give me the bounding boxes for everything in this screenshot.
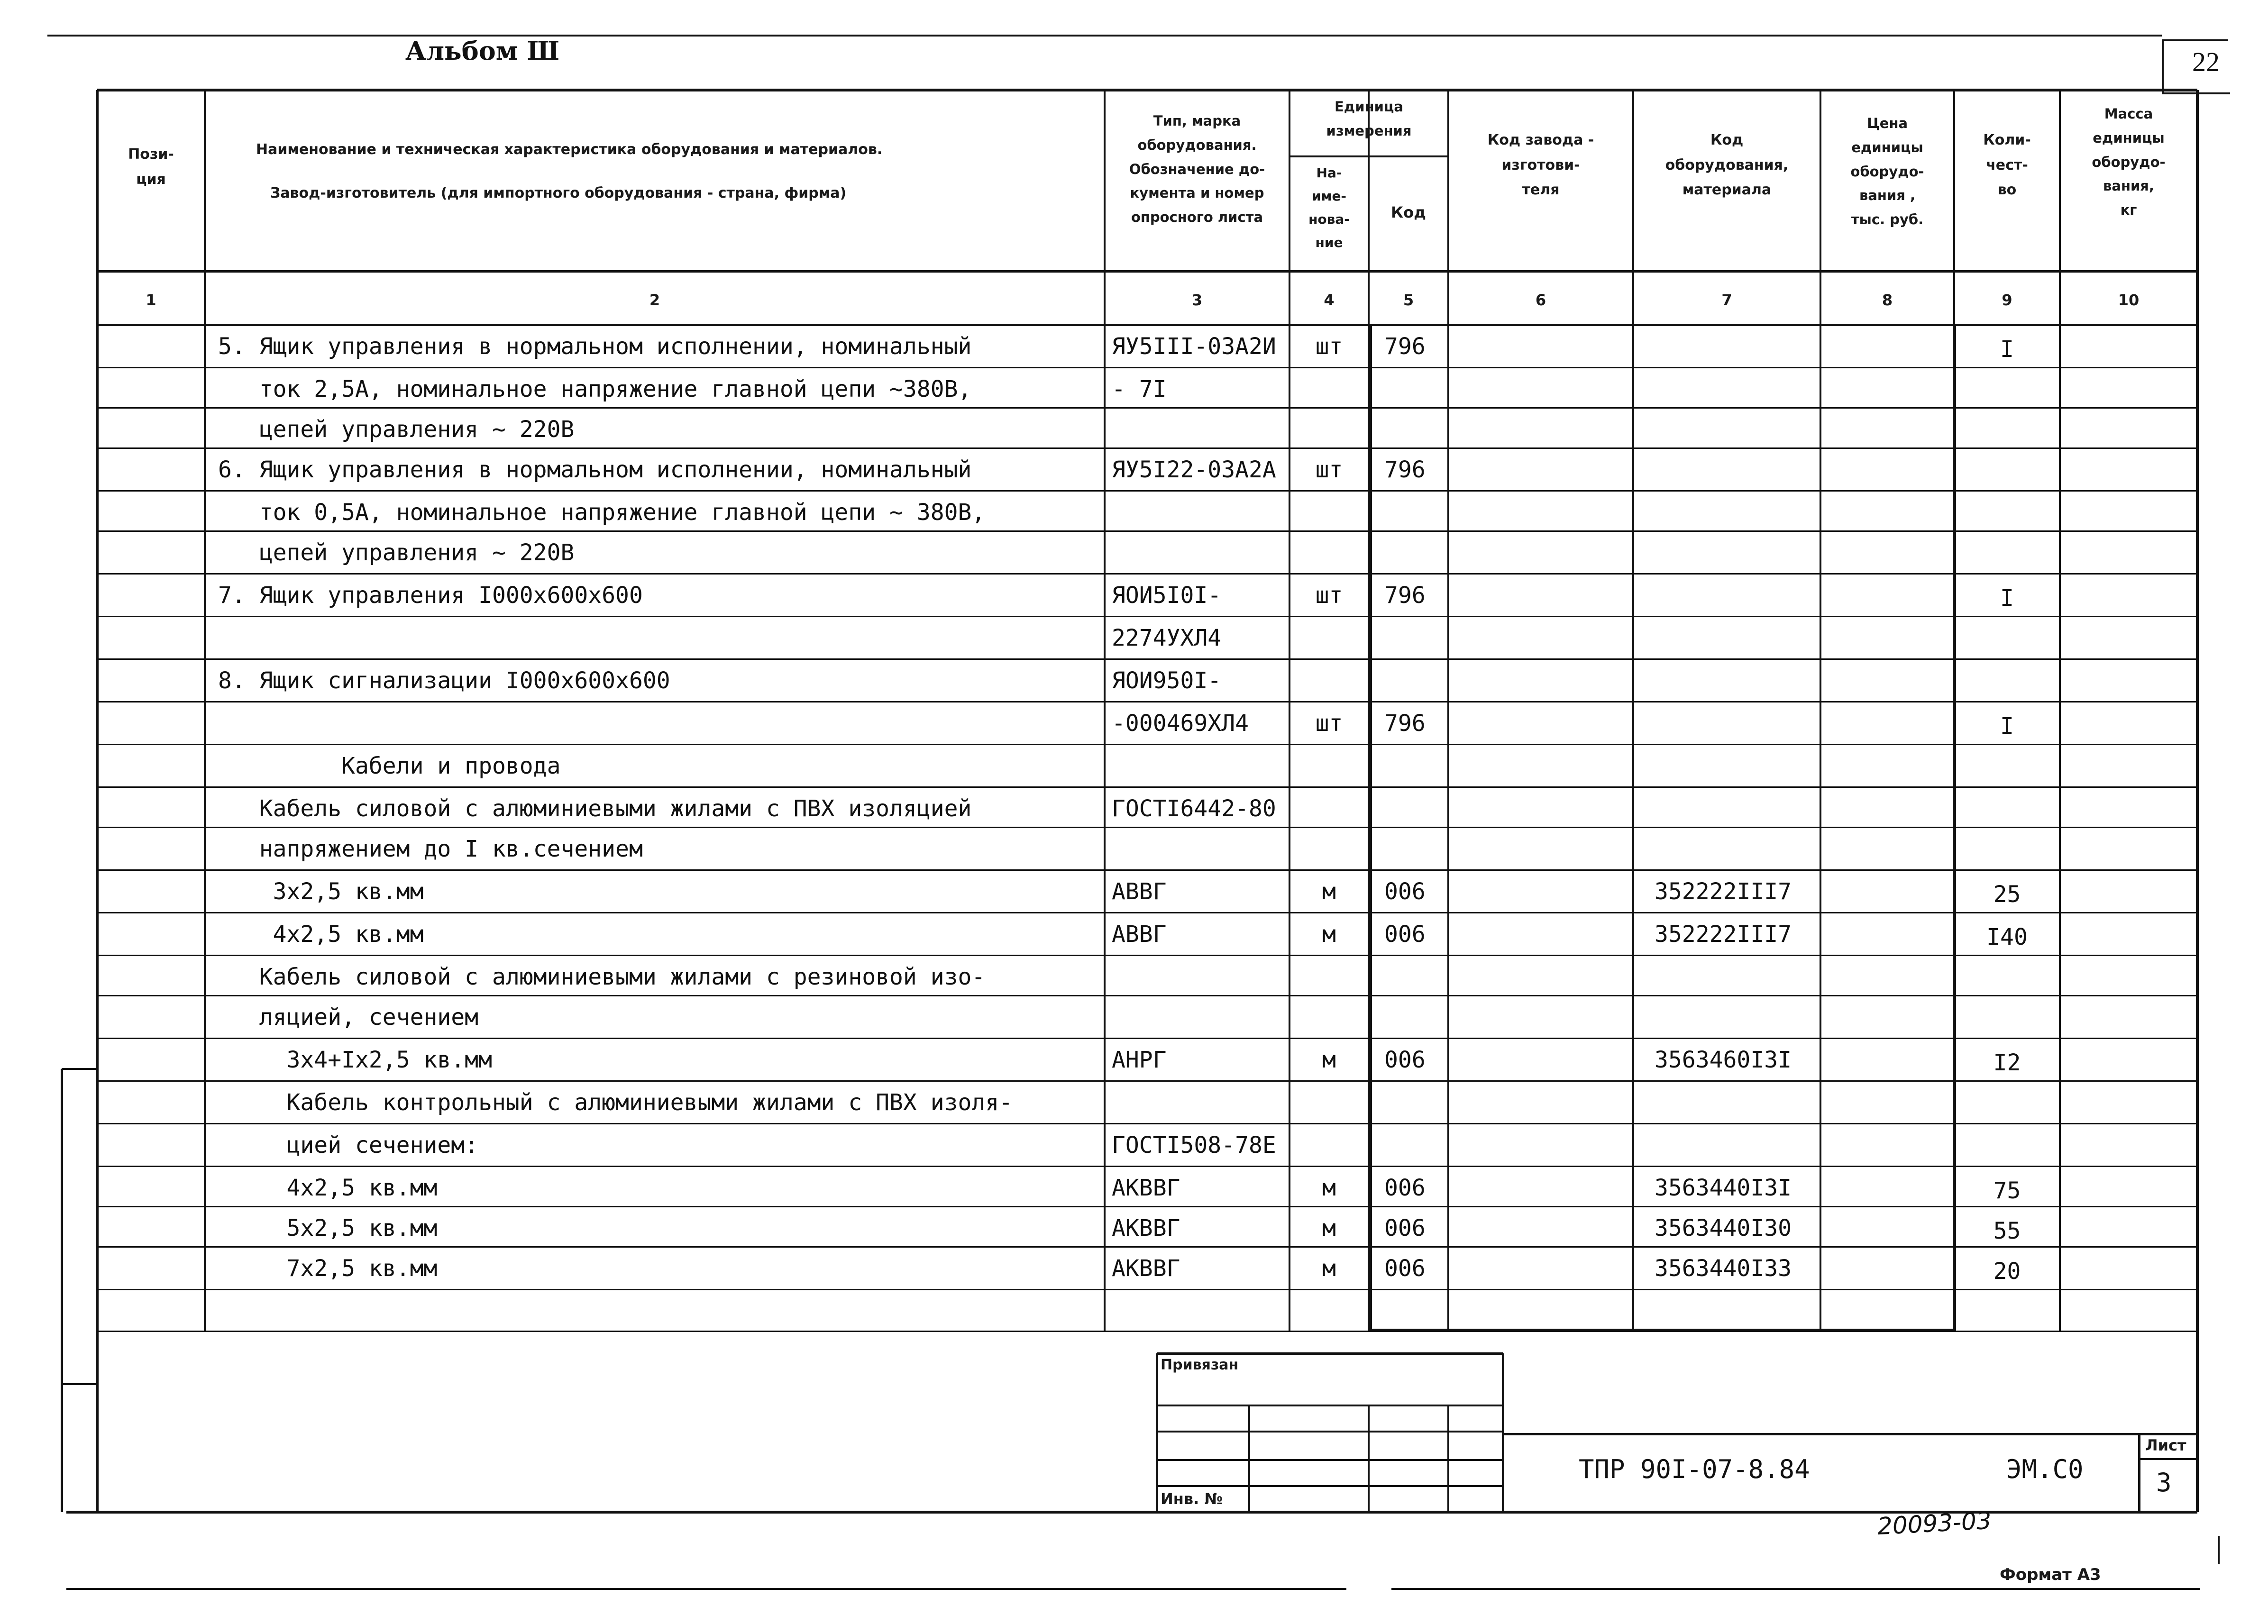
- stamp-left: [1156, 1353, 1158, 1512]
- column-rule: [1104, 90, 1106, 1331]
- row-rule: [97, 1123, 2197, 1124]
- row-rule: [97, 786, 2197, 788]
- row-rule: [97, 995, 2197, 996]
- header-unit-mass: Масса единицы оборудо- вания, кг: [2092, 106, 2166, 218]
- row-type-mark: 2274УХЛ4: [1112, 625, 1222, 651]
- row-name: Кабель контрольный с алюминиевыми жилами с ПВХ изоля-: [218, 1089, 1013, 1116]
- row-quantity: 20: [1993, 1258, 2021, 1285]
- row-rule: [97, 1038, 2197, 1039]
- row-type-mark: -000469ХЛ4: [1112, 710, 1249, 737]
- row-rule: [97, 1080, 2197, 1082]
- row-name: 6. Ящик управления в нормальном исполнении, номинальный: [218, 456, 972, 483]
- v-rule: [1248, 1405, 1250, 1512]
- column-number: 2: [649, 291, 660, 309]
- header-unit-name: На- име- нова- ние: [1308, 165, 1350, 250]
- header-type-mark: Тип, марка оборудования. Обозначение до- кумента и номер опросного листа: [1129, 113, 1265, 225]
- page-number-top: 22: [2192, 46, 2220, 77]
- row-rule: [97, 869, 2197, 871]
- header-name-line2: Завод-изготовитель (для импортного оборудования - страна, фирма): [270, 185, 847, 201]
- row-quantity: I: [2000, 713, 2014, 739]
- handwritten-number: 20093-03: [1876, 1506, 1993, 1541]
- row-quantity: I: [2000, 336, 2014, 363]
- h-rule: [1157, 1459, 1503, 1461]
- header-unit-code: Код: [1391, 203, 1426, 221]
- row-name: 8. Ящик сигнализации I000х600х600: [218, 667, 670, 694]
- row-name: Кабель силовой с алюминиевыми жилами с резиновой изо-: [218, 964, 986, 990]
- row-equipment-code: 3563440I30: [1655, 1215, 1792, 1241]
- column-rule: [2059, 90, 2061, 1331]
- left-binding-line: [61, 1069, 63, 1512]
- row-type-mark: АВВГ: [1112, 878, 1167, 905]
- column-number: 1: [146, 291, 156, 309]
- column-rule: [96, 90, 99, 1331]
- row-equipment-code: 352222III7: [1655, 921, 1792, 948]
- row-name: напряжением до I кв.сечением: [218, 836, 643, 862]
- header-unit-group: Единица измерения: [1326, 99, 1412, 139]
- stamp-privyazan: Привязан: [1161, 1357, 1239, 1373]
- row-name: 4х2,5 кв.мм: [218, 921, 424, 948]
- row-type-mark: АКВВГ: [1112, 1175, 1180, 1201]
- frame-right: [2196, 1331, 2199, 1512]
- column-number: 4: [1324, 291, 1335, 309]
- row-rule: [97, 530, 2197, 532]
- thick-rule-col5: [1369, 325, 1372, 1331]
- row-unit: м: [1322, 1215, 1336, 1241]
- column-number: 10: [2118, 291, 2140, 309]
- row-name: ток 0,5А, номинальное напряжение главной цепи ~ 380В,: [218, 499, 986, 526]
- h-rule: [1157, 1485, 1503, 1487]
- row-rule: [97, 827, 2197, 828]
- header-plant-code: Код завода - изготови- теля: [1487, 132, 1594, 198]
- bottom-rule-left: [66, 1588, 1346, 1590]
- row-name: цепей управления ~ 220В: [218, 539, 575, 566]
- row-type-mark: АКВВГ: [1112, 1255, 1180, 1282]
- header-quantity: Коли- чест- во: [1983, 132, 2031, 198]
- row-equipment-code: 3563460I3I: [1655, 1047, 1792, 1073]
- column-number: 8: [1882, 291, 1893, 309]
- row-name: 7х2,5 кв.мм: [218, 1255, 438, 1282]
- row-name: цией сечением:: [218, 1132, 479, 1159]
- h-rule: [1157, 1431, 1503, 1432]
- h-rule: [62, 1068, 97, 1070]
- row-unit-code: 006: [1384, 1215, 1426, 1241]
- row-name: 5х2,5 кв.мм: [218, 1215, 438, 1241]
- row-unit-code: 006: [1384, 878, 1426, 905]
- row-type-mark: ЯУ5I22-03А2А: [1112, 456, 1276, 483]
- row-name: 7. Ящик управления I000х600х600: [218, 582, 643, 609]
- row-name: ток 2,5А, номинальное напряжение главной цепи ~380В,: [218, 376, 972, 402]
- row-quantity: I40: [1986, 924, 2028, 950]
- row-rule: [97, 1289, 2197, 1290]
- stamp-doc-top: [1503, 1433, 2197, 1435]
- column-number: 6: [1535, 291, 1546, 309]
- row-name: 3х2,5 кв.мм: [218, 878, 424, 905]
- row-type-mark: ЯУ5III-03А2И: [1112, 333, 1276, 360]
- row-unit: м: [1322, 1175, 1336, 1201]
- row-rule: [97, 573, 2197, 575]
- row-quantity: I: [2000, 585, 2014, 611]
- table-top-border: [97, 89, 2197, 91]
- row-rule: [97, 701, 2197, 703]
- row-unit: м: [1322, 921, 1336, 948]
- row-quantity: I2: [1993, 1049, 2021, 1076]
- row-quantity: 25: [1993, 881, 2021, 908]
- row-type-mark: АВВГ: [1112, 921, 1167, 948]
- column-number: 7: [1721, 291, 1732, 309]
- stamp-top: [1157, 1352, 1503, 1355]
- header-equipment-code: Код оборудования, материала: [1665, 132, 1789, 198]
- row-rule: [97, 1246, 2197, 1248]
- row-name: Кабель силовой с алюминиевыми жилами с ПВХ изоляцией: [218, 795, 972, 822]
- h-rule: [1157, 1405, 1503, 1406]
- column-number: 5: [1403, 291, 1414, 309]
- header-unit-price: Цена единицы оборудо- вания , тыс. руб.: [1850, 115, 1924, 228]
- stamp-inv-number: Инв. №: [1161, 1490, 1223, 1508]
- row-unit-code: 796: [1384, 710, 1426, 737]
- row-type-mark: ЯОИ5I0I-: [1112, 582, 1222, 609]
- row-name: 3х4+Iх2,5 кв.мм: [218, 1047, 492, 1073]
- column-rule: [1447, 90, 1449, 1331]
- row-equipment-code: 3563440I33: [1655, 1255, 1792, 1282]
- stamp-list-number: 3: [2156, 1468, 2172, 1497]
- row-name: Кабели и провода: [218, 753, 561, 779]
- row-unit: шт: [1315, 710, 1343, 737]
- row-rule: [97, 324, 2197, 326]
- column-number: 9: [2002, 291, 2012, 309]
- row-rule: [97, 407, 2197, 409]
- row-rule: [97, 912, 2197, 913]
- row-type-mark: ГОСТI508-78Е: [1112, 1132, 1276, 1159]
- row-unit-code: 006: [1384, 1175, 1426, 1201]
- row-name: ляцией, сечением: [218, 1004, 479, 1031]
- v-rule: [2218, 1536, 2220, 1564]
- v-rule: [1368, 1405, 1370, 1512]
- row-type-mark: ГОСТI6442-80: [1112, 795, 1276, 822]
- row-unit-code: 796: [1384, 582, 1426, 609]
- column-rule: [1289, 90, 1290, 1331]
- column-number: 3: [1191, 291, 1203, 309]
- row-unit-code: 796: [1384, 333, 1426, 360]
- row-rule: [97, 1166, 2197, 1167]
- row-unit-code: 006: [1384, 1047, 1426, 1073]
- row-type-mark: ЯОИ950I-: [1112, 667, 1222, 694]
- thick-rule-bottom: [1370, 1329, 1954, 1332]
- row-quantity: 75: [1993, 1177, 2021, 1204]
- row-unit-code: 006: [1384, 1255, 1426, 1282]
- row-type-mark: АНРГ: [1112, 1047, 1167, 1073]
- h-rule: [66, 1383, 97, 1385]
- row-type-mark: - 7I: [1112, 376, 1167, 402]
- row-equipment-code: 352222III7: [1655, 878, 1792, 905]
- row-rule: [97, 447, 2197, 449]
- v-rule: [1447, 1405, 1449, 1512]
- column-rule: [1632, 90, 1634, 1331]
- row-unit-code: 796: [1384, 456, 1426, 483]
- album-title: Альбом Ш: [405, 36, 559, 66]
- bottom-rule-right: [1391, 1588, 2200, 1590]
- page-number-box: [2162, 40, 2230, 94]
- row-rule: [97, 490, 2197, 492]
- page-top-rule: [47, 35, 2162, 36]
- stamp-list-left: [2138, 1434, 2140, 1512]
- stamp-list-label: Лист: [2145, 1436, 2186, 1454]
- column-rule: [1820, 90, 1821, 1331]
- format-label: Формат А3: [2000, 1565, 2101, 1584]
- row-unit: м: [1322, 1047, 1336, 1073]
- row-type-mark: АКВВГ: [1112, 1215, 1180, 1241]
- stamp-sheet-code: ЭМ.С0: [2006, 1454, 2084, 1484]
- row-rule: [97, 744, 2197, 745]
- stamp-document-code: ТПР 90I-07-8.84: [1579, 1454, 1810, 1484]
- row-unit: шт: [1315, 456, 1343, 483]
- header-position: Пози- ция: [128, 146, 174, 188]
- row-unit: м: [1322, 878, 1336, 905]
- row-rule: [97, 616, 2197, 617]
- row-rule: [97, 955, 2197, 956]
- header-bottom-rule: [97, 270, 2197, 273]
- row-quantity: 55: [1993, 1218, 2021, 1244]
- row-unit: шт: [1315, 333, 1343, 360]
- row-name: цепей управления ~ 220В: [218, 416, 575, 443]
- row-name: 5. Ящик управления в нормальном исполнении, номинальный: [218, 333, 972, 360]
- row-unit-code: 006: [1384, 921, 1426, 948]
- row-rule: [97, 1206, 2197, 1207]
- row-equipment-code: 3563440I3I: [1655, 1175, 1792, 1201]
- row-name: 4х2,5 кв.мм: [218, 1175, 438, 1201]
- column-rule: [204, 90, 206, 1331]
- row-rule: [97, 658, 2197, 660]
- row-rule: [97, 367, 2197, 368]
- stamp-list-mid: [2139, 1458, 2197, 1460]
- column-rule: [2196, 90, 2199, 1331]
- row-unit: м: [1322, 1255, 1336, 1282]
- frame-left: [96, 1331, 99, 1512]
- header-name-line1: Наименование и техническая характеристика оборудования и материалов.: [256, 141, 883, 158]
- row-unit: шт: [1315, 582, 1343, 609]
